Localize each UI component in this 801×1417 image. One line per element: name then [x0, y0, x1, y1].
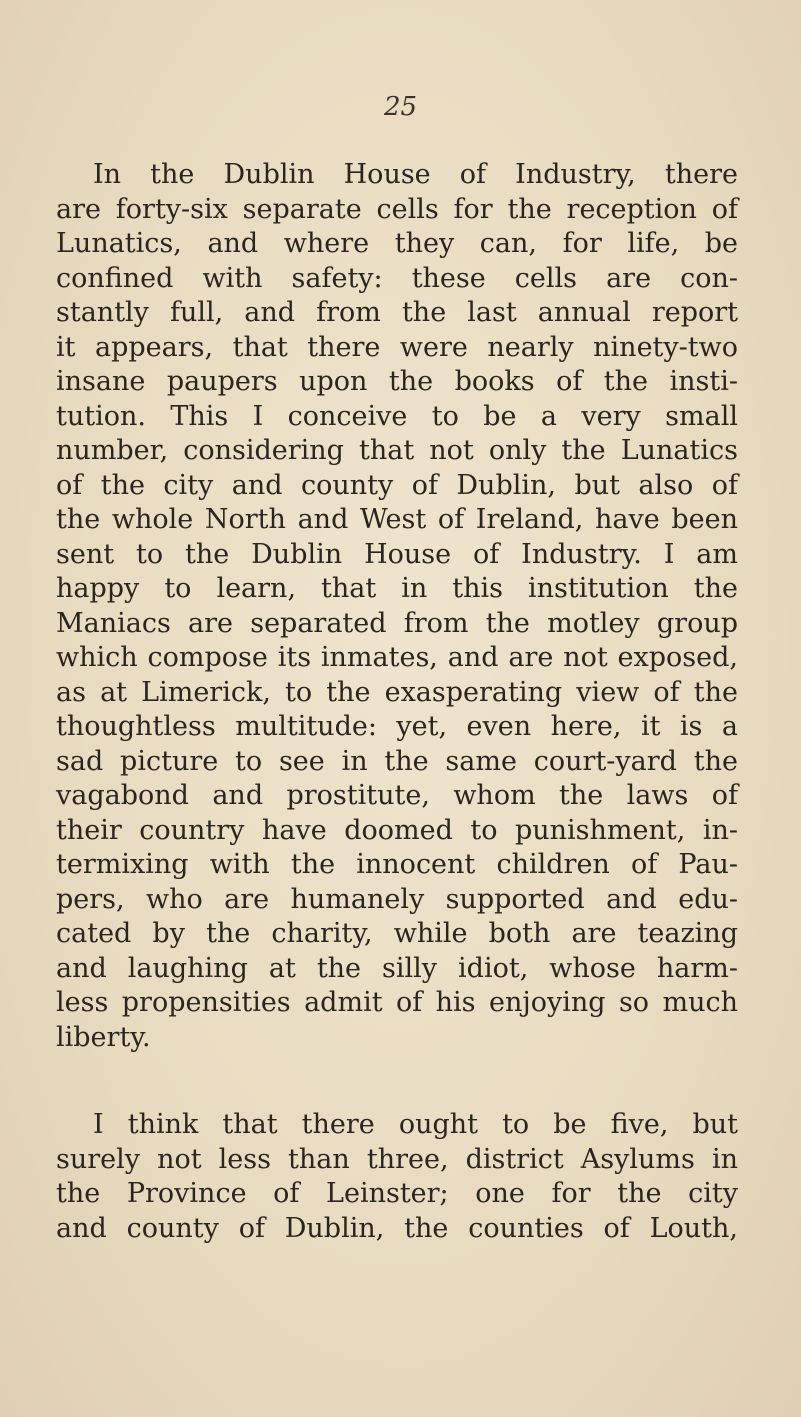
- text-line: liberty.: [56, 1021, 151, 1053]
- paragraph-2: [56, 1108, 738, 1246]
- text-line: cated by the charity, while both are teazing: [56, 918, 738, 949]
- text-line: sad picture to see in the same court-yard the: [56, 745, 738, 777]
- text-line: confined with safety: these cells are con-: [56, 262, 738, 294]
- text-line: which compose its inmates, and are not exposed,: [56, 642, 738, 673]
- text-line: pers, who are humanely supported and edu-: [56, 883, 738, 915]
- text-line: vagabond and prostitute, whom the laws of: [56, 780, 738, 811]
- text-line: In the Dublin House of Industry, there: [93, 159, 738, 190]
- text-line: termixing with the innocent children of Pau-: [56, 849, 738, 880]
- text-line: less propensities admit of his enjoying so much: [56, 987, 738, 1018]
- text-line: tution. This I conceive to be a very small: [56, 400, 738, 432]
- text-line: and county of Dublin, the counties of Louth,: [56, 1212, 738, 1244]
- text-line: sent to the Dublin House of Industry. I am: [56, 538, 738, 570]
- text-line: number, considering that not only the Lunatics: [56, 435, 738, 466]
- text-line: stantly full, and from the last annual report: [56, 297, 738, 328]
- text-line: surely not less than three, district Asylums in: [56, 1143, 738, 1175]
- text-line: thoughtless multitude: yet, even here, it is a: [56, 711, 738, 742]
- text-line: the whole North and West of Ireland, have been: [56, 504, 738, 535]
- text-line: insane paupers upon the books of the insti-: [56, 366, 738, 397]
- text-line: happy to learn, that in this institution the: [56, 573, 738, 604]
- text-line: the Province of Leinster; one for the city: [56, 1178, 738, 1209]
- text-line: as at Limerick, to the exasperating view of the: [56, 676, 738, 708]
- text-line: Lunatics, and where they can, for life, be: [56, 228, 738, 259]
- text-line: I think that there ought to be five, but: [93, 1109, 738, 1140]
- text-line: are forty-six separate cells for the reception of: [56, 193, 738, 225]
- text-line: Maniacs are separated from the motley group: [56, 607, 738, 639]
- paragraph-1: [56, 158, 738, 1055]
- text-line: their country have doomed to punishment, in-: [56, 814, 738, 846]
- text-line: it appears, that there were nearly ninety-two: [56, 331, 738, 363]
- text-line: and laughing at the silly idiot, whose harm-: [56, 952, 738, 984]
- text-line: of the city and county of Dublin, but also of: [56, 469, 738, 501]
- page-number: 25: [383, 92, 418, 122]
